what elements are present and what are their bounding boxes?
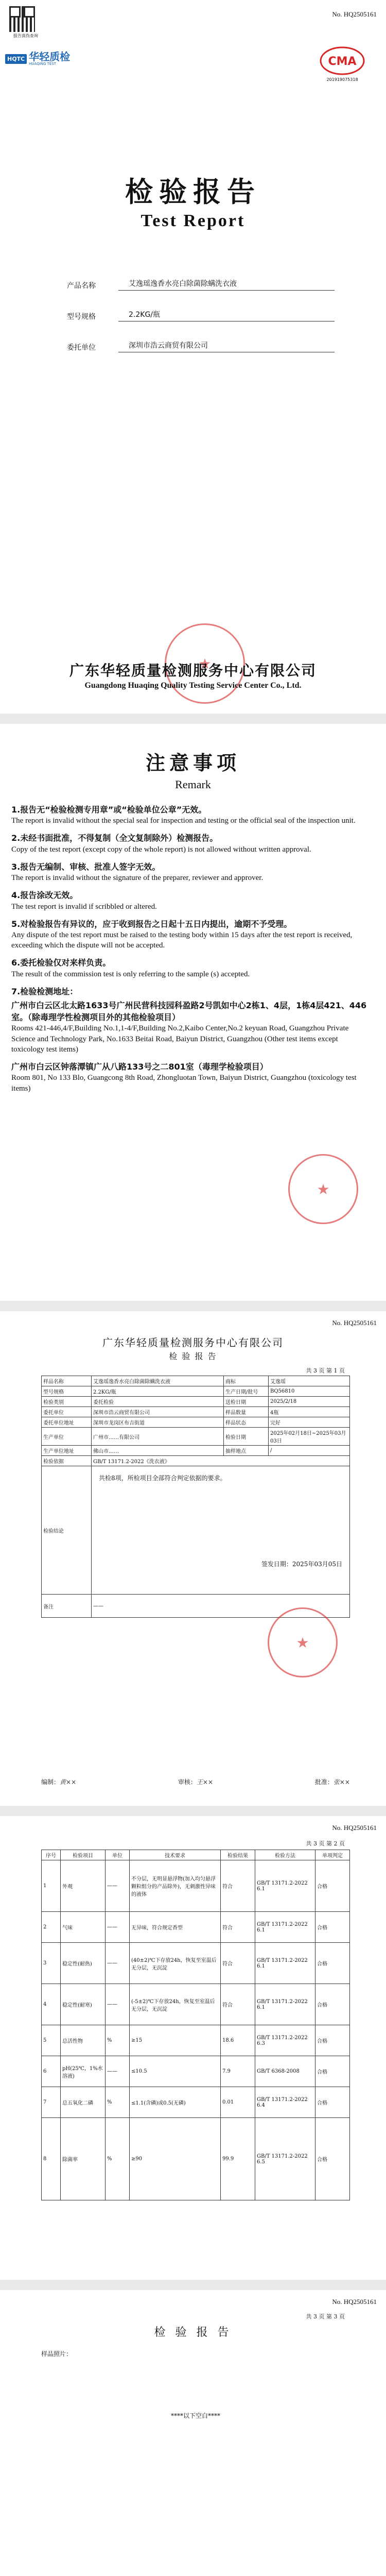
table-cell: 4瓶 bbox=[269, 1407, 350, 1417]
product-name-label: 产品名称 bbox=[67, 282, 96, 290]
table-row bbox=[42, 1397, 350, 1407]
table-cell: 2 bbox=[42, 1912, 61, 1943]
client-value: 深圳市浩云商贸有限公司 bbox=[118, 340, 335, 352]
table-row bbox=[42, 2056, 350, 2087]
table-cell: 2025年02月18日~2025年03月03日 bbox=[269, 1428, 350, 1446]
table-cell: GB/T 13171.2-2022 6.3 bbox=[255, 2025, 315, 2056]
table-cell: 检验结果 bbox=[221, 1850, 255, 1860]
notice-item: 广州市白云区北太路1633号广州民营科技园科盈路2号凯如中心2栋1、4层，1栋4层421、446室。（除毒理学性检测项目外的其他检验项目） Rooms 421-446,4/F,Building No.1,1-4/F,Building No.2,Kaibo Center,No.2 keyuan Road, Guangzhou Private Science and Technology Park, No.1633 Beitai Road, Baiyun District, Guangzhou (Other test items except toxicology test items) bbox=[11, 1001, 367, 1054]
table-cell: —— bbox=[106, 1912, 130, 1943]
report-number: No. HQ2505161 bbox=[332, 1319, 377, 1327]
page-gap bbox=[0, 1301, 386, 1311]
table-cell: 委托单位 bbox=[42, 1407, 92, 1417]
report-number: No. HQ2505161 bbox=[332, 2298, 377, 2306]
table-cell: 样品数量 bbox=[224, 1407, 269, 1417]
lab-name-cn: 广东华轻质量检测服务中心有限公司 bbox=[69, 662, 317, 679]
table-row bbox=[42, 2087, 350, 2118]
table-cell: —— bbox=[92, 1595, 350, 1618]
table-cell: 委托检验 bbox=[92, 1397, 224, 1407]
table-cell: 完好 bbox=[269, 1417, 350, 1428]
detail-table bbox=[41, 1850, 350, 2200]
table-cell: 7 bbox=[42, 2087, 61, 2118]
model-label: 型号规格 bbox=[67, 313, 96, 321]
table-cell: 广州市……有限公司 bbox=[92, 1428, 224, 1446]
table-row bbox=[42, 1456, 350, 1466]
hqtc-en: HUAQING TEST bbox=[29, 62, 57, 66]
table-cell: 深圳市龙岗区布吉街道 bbox=[92, 1417, 224, 1428]
approver-signature: 张×× bbox=[333, 1778, 350, 1786]
table-cell: 合格 bbox=[315, 2025, 350, 2056]
table-cell: 5 bbox=[42, 2025, 61, 2056]
table-cell: 委托单位地址 bbox=[42, 1417, 92, 1428]
cma-mark: CMA bbox=[328, 55, 357, 68]
hqtc-logo bbox=[5, 52, 70, 66]
table-cell: 99.9 bbox=[221, 2118, 255, 2200]
table-cell: 合格 bbox=[315, 1912, 350, 1943]
notice-title-en: Remark bbox=[175, 778, 211, 791]
notice-item: 6.委托检验仅对来样负责。 The result of the commission test is only referring to the sample (s) accepted. bbox=[11, 958, 250, 978]
blank-title: 检 验 报 告 bbox=[154, 2326, 232, 2339]
table-row bbox=[42, 1428, 350, 1446]
table-cell: 备注 bbox=[42, 1595, 92, 1618]
table-cell: GB/T 13171.2-2022 6.5 bbox=[255, 2118, 315, 2200]
notice-item: 2.未经书面批准，不得复制（全文复制除外）检测报告。 Copy of the test report (except copy of the whole report) is not allowed without written approval. bbox=[11, 833, 311, 854]
table-cell: 无异味，符合规定香型 bbox=[130, 1912, 221, 1943]
table-cell: ≥15 bbox=[130, 2025, 221, 2056]
table-cell: 艾逸瑶 bbox=[269, 1376, 350, 1386]
cma-logo-icon bbox=[319, 45, 365, 76]
sample-photo-label: 样品照片： bbox=[41, 2350, 73, 2358]
summary-title: 检 验 报 告 bbox=[169, 1351, 217, 1361]
table-cell: 检验类别 bbox=[42, 1397, 92, 1407]
table-cell: 生产单位地址 bbox=[42, 1446, 92, 1456]
notice-item: 4.报告涂改无效。 The test report is invalid if scribbled or altered. bbox=[11, 890, 157, 911]
hqtc-abbr: HQTC bbox=[5, 54, 27, 64]
report-number: No. HQ2505161 bbox=[332, 1824, 377, 1832]
client-row bbox=[67, 340, 335, 352]
table-cell: 稳定性(耐寒) bbox=[61, 1984, 106, 2025]
table-row bbox=[42, 1417, 350, 1428]
client-label: 委托单位 bbox=[67, 344, 96, 352]
table-cell: 技术要求 bbox=[130, 1850, 221, 1860]
report-title-cn: 检验报告 bbox=[125, 176, 261, 208]
table-cell: GB/T 13171.2-2022 6.4 bbox=[255, 2087, 315, 2118]
table-cell: % bbox=[106, 2118, 130, 2200]
table-cell: 合格 bbox=[315, 1943, 350, 1984]
table-cell: 8 bbox=[42, 2118, 61, 2200]
conclusion-text: 共检8项，所检项目全部符合判定依据的要求。 bbox=[99, 1475, 226, 1482]
notice-item: 3.报告无编制、审核、批准人签字无效。 The report is invalid without the signature of the preparer, reviewer and approver. bbox=[11, 861, 264, 883]
cma-number: 201919075318 bbox=[326, 77, 358, 82]
table-row bbox=[42, 1943, 350, 1984]
table-cell: ≥90 bbox=[130, 2118, 221, 2200]
table-cell: 序号 bbox=[42, 1850, 61, 1860]
table-cell: 佛山市…… bbox=[92, 1446, 224, 1456]
notice-item: 广州市白云区钟落潭镇广从八路133号之二801室（毒理学检验项目） Room 801, No 133 Blo, Guangcong 8th Road, Zhongluotan Town, Baiyun District, Guangzhou (toxicology test items) bbox=[11, 1062, 357, 1093]
table-cell: 外观 bbox=[61, 1860, 106, 1912]
table-cell: GB/T 13171.2-2022 6.1 bbox=[255, 1912, 315, 1943]
table-cell: —— bbox=[106, 2056, 130, 2087]
table-cell: (-5±2)℃下存放24h，恢复至室温后无分层，无沉淀 bbox=[130, 1984, 221, 2025]
table-cell: 符合 bbox=[221, 1943, 255, 1984]
table-cell: 除菌率 bbox=[61, 2118, 106, 2200]
table-cell: % bbox=[106, 2087, 130, 2118]
qr-code-icon[interactable] bbox=[9, 6, 35, 32]
table-cell: ≤10.5 bbox=[130, 2056, 221, 2087]
table-cell: % bbox=[106, 2025, 130, 2056]
model-value: 2.2KG/瓶 bbox=[118, 309, 335, 321]
hqtc-name: 华轻质检 bbox=[29, 50, 71, 63]
table-row bbox=[42, 2025, 350, 2056]
table-cell: (40±2)℃下存放24h，恢复至室温后无分层，无沉淀 bbox=[130, 1943, 221, 1984]
table-cell: 样品状态 bbox=[224, 1417, 269, 1428]
table-cell: —— bbox=[106, 1943, 130, 1984]
table-cell: BQ56810 bbox=[269, 1386, 350, 1397]
table-row bbox=[42, 1860, 350, 1912]
table-cell: 送检日期 bbox=[224, 1397, 269, 1407]
table-cell: 检验方法 bbox=[255, 1850, 315, 1860]
page-count: 共 3 页 第 1 页 bbox=[306, 1367, 345, 1374]
table-cell: 符合 bbox=[221, 1912, 255, 1943]
table-row bbox=[42, 2118, 350, 2200]
table-cell: 抽样地点 bbox=[224, 1446, 269, 1456]
table-row bbox=[42, 1912, 350, 1943]
table-cell: 生产日期/批号 bbox=[224, 1386, 269, 1397]
table-cell: 单项判定 bbox=[315, 1850, 350, 1860]
qr-caption: 报告真伪查询 bbox=[13, 33, 38, 38]
table-cell: 检验依据 bbox=[42, 1456, 92, 1466]
cover-page bbox=[0, 0, 386, 714]
product-name-value: 艾逸瑶逸香水亮白除菌除螨洗衣液 bbox=[118, 278, 335, 291]
table-cell: 合格 bbox=[315, 2056, 350, 2087]
table-cell: 总活性物 bbox=[61, 2025, 106, 2056]
page-gap bbox=[0, 1806, 386, 1816]
table-cell: pH(25℃，1%水溶液) bbox=[61, 2056, 106, 2087]
table-cell: 合格 bbox=[315, 2118, 350, 2200]
table-header-row bbox=[42, 1850, 350, 1860]
table-cell: 2.2KG/瓶 bbox=[92, 1386, 224, 1397]
report-title-en: Test Report bbox=[141, 211, 245, 230]
table-cell: 7.9 bbox=[221, 2056, 255, 2087]
table-cell: / bbox=[269, 1446, 350, 1456]
end-of-report: ****以下空白**** bbox=[170, 2412, 220, 2419]
table-cell: 型号规格 bbox=[42, 1386, 92, 1397]
table-cell: 合格 bbox=[315, 1984, 350, 2025]
table-cell: 合格 bbox=[315, 1860, 350, 1912]
table-cell: 3 bbox=[42, 1943, 61, 1984]
table-cell: 样品名称 bbox=[42, 1376, 92, 1386]
table-cell: GB/T 13171.2-2022《洗衣液》 bbox=[92, 1456, 350, 1466]
table-cell: 符合 bbox=[221, 1984, 255, 2025]
table-cell: 气味 bbox=[61, 1912, 106, 1943]
table-cell: 商标 bbox=[224, 1376, 269, 1386]
product-name-row bbox=[67, 278, 335, 291]
table-cell: 稳定性(耐热) bbox=[61, 1943, 106, 1984]
signature-line: 编制：黄×× 审核：王×× 批准：张×× bbox=[41, 1778, 350, 1786]
notice-list bbox=[11, 804, 372, 1100]
model-row bbox=[67, 309, 335, 321]
reviewer-signature: 王×× bbox=[196, 1778, 214, 1786]
page-count: 共 3 页 第 2 页 bbox=[306, 1840, 345, 1847]
table-cell: 检验项目 bbox=[61, 1850, 106, 1860]
table-cell: GB/T 6368-2008 bbox=[255, 2056, 315, 2087]
table-cell: 检验结论 bbox=[42, 1466, 92, 1595]
table-cell bbox=[92, 1466, 350, 1595]
preparer-signature: 黄×× bbox=[60, 1778, 77, 1786]
table-cell: 总五氧化二磷 bbox=[61, 2087, 106, 2118]
table-cell: 不分层，无明显悬浮物(加入均匀悬浮颗粒组分的产品除外)，无刺激性异味的液体 bbox=[130, 1860, 221, 1912]
table-cell: 合格 bbox=[315, 2087, 350, 2118]
table-row bbox=[42, 1407, 350, 1417]
table-row bbox=[42, 1386, 350, 1397]
table-cell: 艾逸瑶逸香水亮白除菌除螨洗衣液 bbox=[92, 1376, 224, 1386]
summary-table bbox=[41, 1376, 350, 1618]
table-cell: 18.6 bbox=[221, 2025, 255, 2056]
table-cell: GB/T 13171.2-2022 6.1 bbox=[255, 1860, 315, 1912]
page-gap bbox=[0, 2280, 386, 2290]
conclusion-row bbox=[42, 1466, 350, 1595]
table-cell: 深圳市浩云商贸有限公司 bbox=[92, 1407, 224, 1417]
company-seal bbox=[268, 1607, 338, 1677]
table-row bbox=[42, 1984, 350, 2025]
summary-heading: 广东华轻质量检测服务中心有限公司 bbox=[102, 1336, 284, 1349]
notice-item: 1.报告无“检验检测专用章”或“检验单位公章”无效。 The report is invalid without the special seal for inspection and testing or the official seal of the inspection unit. bbox=[11, 805, 356, 825]
notice-item: 5.对检验报告有异议的，应于收到报告之日起十五日内提出，逾期不予受理。 Any dispute of the test report must be raised to the testing body within 15 days after the test report is received, exceeding which the dispute will not be accepted. bbox=[11, 919, 353, 950]
table-cell: ≤1.1(含磷)或0.5(无磷) bbox=[130, 2087, 221, 2118]
table-cell: 生产单位 bbox=[42, 1428, 92, 1446]
report-number: No. HQ2505161 bbox=[332, 10, 377, 18]
table-row bbox=[42, 1376, 350, 1386]
table-cell: GB/T 13171.2-2022 6.1 bbox=[255, 1943, 315, 1984]
table-cell: 单位 bbox=[106, 1850, 130, 1860]
table-cell: 检验日期 bbox=[224, 1428, 269, 1446]
notice-item: 7.检验检测地址： bbox=[11, 986, 78, 996]
table-cell: GB/T 13171.2-2022 6.1 bbox=[255, 1984, 315, 2025]
table-cell: 2025/2/18 bbox=[269, 1397, 350, 1407]
issue-date: 签发日期：2025年03月05日 bbox=[261, 1561, 342, 1568]
page-count: 共 3 页 第 3 页 bbox=[306, 2313, 345, 2320]
table-row bbox=[42, 1446, 350, 1456]
table-cell: —— bbox=[106, 1860, 130, 1912]
table-cell: —— bbox=[106, 1984, 130, 2025]
table-cell: 0.01 bbox=[221, 2087, 255, 2118]
table-cell: 1 bbox=[42, 1860, 61, 1912]
table-cell: 符合 bbox=[221, 1860, 255, 1912]
page-gap bbox=[0, 714, 386, 724]
notice-title-cn: 注意事项 bbox=[145, 752, 240, 774]
table-cell: 4 bbox=[42, 1984, 61, 2025]
table-cell: 6 bbox=[42, 2056, 61, 2087]
company-seal bbox=[288, 1154, 358, 1224]
lab-name-en: Guangdong Huaqing Quality Testing Service Center Co., Ltd. bbox=[84, 681, 302, 690]
